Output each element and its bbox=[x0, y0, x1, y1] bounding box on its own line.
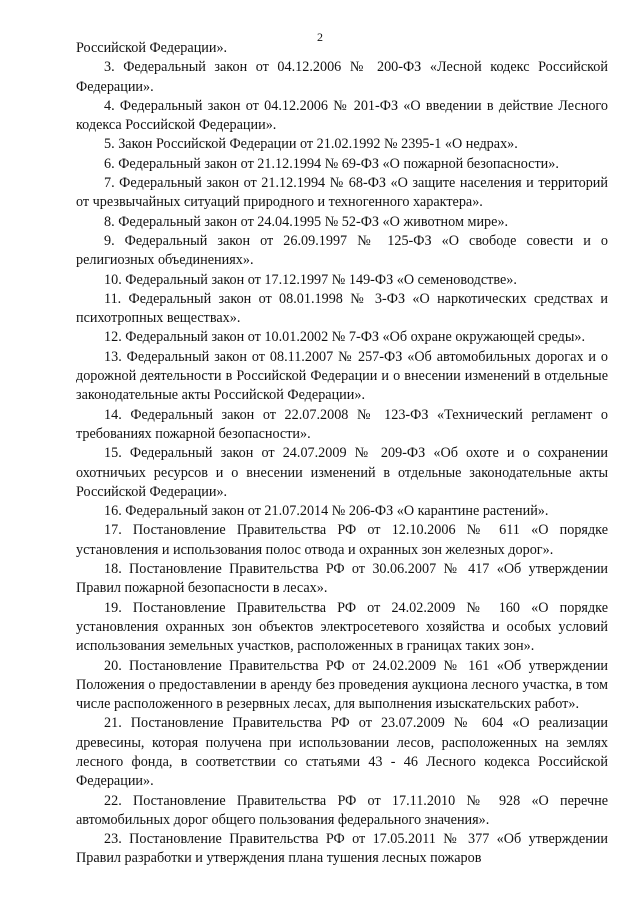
list-item-3: 3. Федеральный закон от 04.12.2006 № 200-ФЗ «Лесной кодекс Российской Федерации». bbox=[76, 59, 608, 95]
list-item-18: 18. Постановление Правительства РФ от 30.06.2007 № 417 «Об утверждении Правил пожарной безопасности в лесах». bbox=[76, 561, 608, 597]
list-item-9: 9. Федеральный закон от 26.09.1997 № 125-ФЗ «О свободе совести и о религиозных объединениях». bbox=[76, 232, 608, 269]
list-item-4: 4. Федеральный закон от 04.12.2006 № 201-ФЗ «О введении в действие Лесного кодекса Российской Федерации». bbox=[76, 97, 608, 134]
list-item-10: 10. Федеральный закон от 17.12.1997 № 149-ФЗ «О семеноводстве». bbox=[104, 271, 517, 288]
list-item-8: 8. Федеральный закон от 24.04.1995 № 52-ФЗ «О животном мире». bbox=[104, 213, 509, 230]
list-item-13: 13. Федеральный закон от 08.11.2007 № 257-ФЗ «Об автомобильных дорогах и о дорожной деятельности в Российской Федерации и о внесении изменений в отдельные законодательные акты Российской Федерации». bbox=[76, 348, 608, 404]
list-item-11: 11. Федеральный закон от 08.01.1998 № 3-ФЗ «О наркотических средствах и психотропных веществах». bbox=[76, 290, 608, 327]
list-item-7: 7. Федеральный закон от 21.12.1994 № 68-ФЗ «О защите населения и территорий от чрезвычайных ситуаций природного и техногенного характера». bbox=[76, 175, 608, 211]
list-item-21: 21. Постановление Правительства РФ от 23.07.2009 № 604 «О реализации древесины, которая получена при использовании лесов, расположенных на землях лесного фонда, в соответствии со статьями 43 - 46 Лесного кодекса Российской Федерации». bbox=[76, 715, 608, 790]
list-item-17: 17. Постановление Правительства РФ от 12.10.2006 № 611 «О порядке установления и использования полос отвода и охранных зон железных дорог». bbox=[76, 522, 608, 558]
continuation-line: Российской Федерации». bbox=[76, 40, 228, 56]
list-item-19: 19. Постановление Правительства РФ от 24.02.2009 № 160 «О порядке установления охранных зон объектов электросетевого хозяйства и особых условий использования земельных участков, расположенных в границах таких зон». bbox=[76, 599, 608, 655]
list-item-15: 15. Федеральный закон от 24.07.2009 № 209-ФЗ «Об охоте и о сохранении охотничьих ресурсов и о внесении изменений в отдельные законодательные акты Российской Федерации». bbox=[76, 445, 608, 500]
list-item-22: 22. Постановление Правительства РФ от 17.11.2010 № 928 «О перечне автомобильных дорог общего пользования федерального значения». bbox=[76, 792, 608, 828]
list-item-20: 20. Постановление Правительства РФ от 24.02.2009 № 161 «Об утверждении Положения о предоставлении в аренду без проведения аукциона лесного участка, в том числе расположенного в резервных лесах, для выполнения изыскательских работ». bbox=[76, 657, 608, 713]
list-item-6: 6. Федеральный закон от 21.12.1994 № 69-ФЗ «О пожарной безопасности». bbox=[104, 155, 559, 172]
list-item-14: 14. Федеральный закон от 22.07.2008 № 123-ФЗ «Технический регламент о требованиях пожарной безопасности». bbox=[76, 406, 608, 442]
list-item-5: 5. Закон Российской Федерации от 21.02.1992 № 2395-1 «О недрах». bbox=[104, 136, 518, 153]
list-item-23: 23. Постановление Правительства РФ от 17.05.2011 № 377 «Об утверждении Правил разработки и утверждения плана тушения лесных пожаров bbox=[76, 831, 608, 867]
page-number: 2 bbox=[317, 30, 323, 44]
list-item-12: 12. Федеральный закон от 10.01.2002 № 7-ФЗ «Об охране окружающей среды». bbox=[104, 329, 586, 346]
list-item-16: 16. Федеральный закон от 21.07.2014 № 206-ФЗ «О карантине растений». bbox=[104, 503, 549, 520]
document-body bbox=[76, 39, 608, 869]
